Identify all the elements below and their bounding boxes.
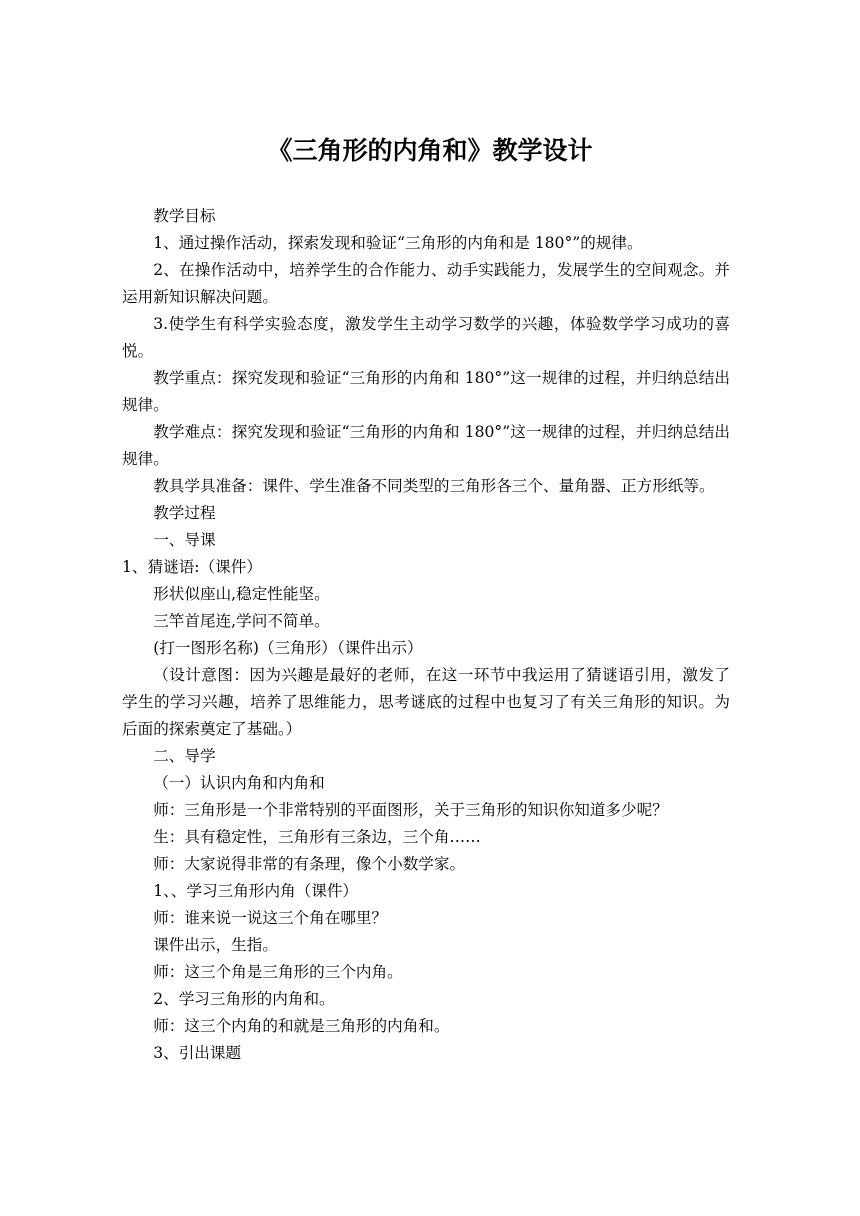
paragraph: （设计意图：因为兴趣是最好的老师，在这一环节中我运用了猜谜语引用，激发了学生的学习兴趣，培养了思维能力，思考谜底的过程中也复习了有关三角形的知识。为后面的探索奠定了基础。） — [122, 666, 730, 738]
document-title: 《三角形的内角和》教学设计 — [267, 136, 593, 165]
paragraph: 3、引出课题 — [153, 1044, 242, 1062]
paragraph: 2、在操作活动中，培养学生的合作能力、动手实践能力，发展学生的空间观念。并运用新知识解决问题。 — [122, 261, 730, 306]
paragraph: 教学过程 — [153, 504, 216, 522]
paragraph: 二、导学 — [153, 747, 216, 765]
paragraph: 教学难点：探究发现和验证“三角形的内角和 180°”这一规律的过程，并归纳总结出规律。 — [122, 423, 730, 468]
paragraph: (打一图形名称)（三角形）（课件出示） — [153, 639, 423, 657]
paragraph: 课件出示，生指。 — [153, 936, 278, 954]
paragraph: 师：谁来说一说这三个角在哪里？ — [153, 909, 388, 927]
paragraph: 生：具有稳定性，三角形有三条边，三个角…… — [153, 828, 481, 846]
paragraph: 1、猜谜语:（课件） — [122, 558, 262, 576]
paragraph: 1、通过操作活动，探索发现和验证“三角形的内角和是 180°”的规律。 — [153, 234, 643, 252]
paragraph: 师：三角形是一个非常特别的平面图形，关于三角形的知识你知道多少呢？ — [153, 801, 668, 819]
paragraph: 师：大家说得非常的有条理，像个小数学家。 — [153, 855, 466, 873]
paragraph: 教具学具准备：课件、学生准备不同类型的三角形各三个、量角器、正方形纸等。 — [153, 477, 715, 495]
paragraph: 形状似座山,稳定性能坚。 — [153, 585, 330, 603]
paragraph: （一）认识内角和内角和 — [153, 774, 325, 792]
paragraph: 三竿首尾连,学问不简单。 — [153, 612, 330, 630]
paragraph: 师：这三个内角的和就是三角形的内角和。 — [153, 1017, 450, 1035]
paragraph: 2、学习三角形的内角和。 — [153, 990, 335, 1008]
paragraph: 师：这三个角是三角形的三个内角。 — [153, 963, 403, 981]
document-body — [122, 203, 730, 1067]
paragraph: 教学重点：探究发现和验证“三角形的内角和 180°”这一规律的过程，并归纳总结出规律。 — [122, 369, 730, 414]
paragraph: 3.使学生有科学实验态度，激发学生主动学习数学的兴趣，体验数学学习成功的喜悦。 — [122, 315, 730, 360]
paragraph: 教学目标 — [153, 207, 216, 225]
paragraph: 1、、学习三角形内角（课件） — [153, 882, 359, 900]
paragraph: 一、导课 — [153, 531, 216, 549]
